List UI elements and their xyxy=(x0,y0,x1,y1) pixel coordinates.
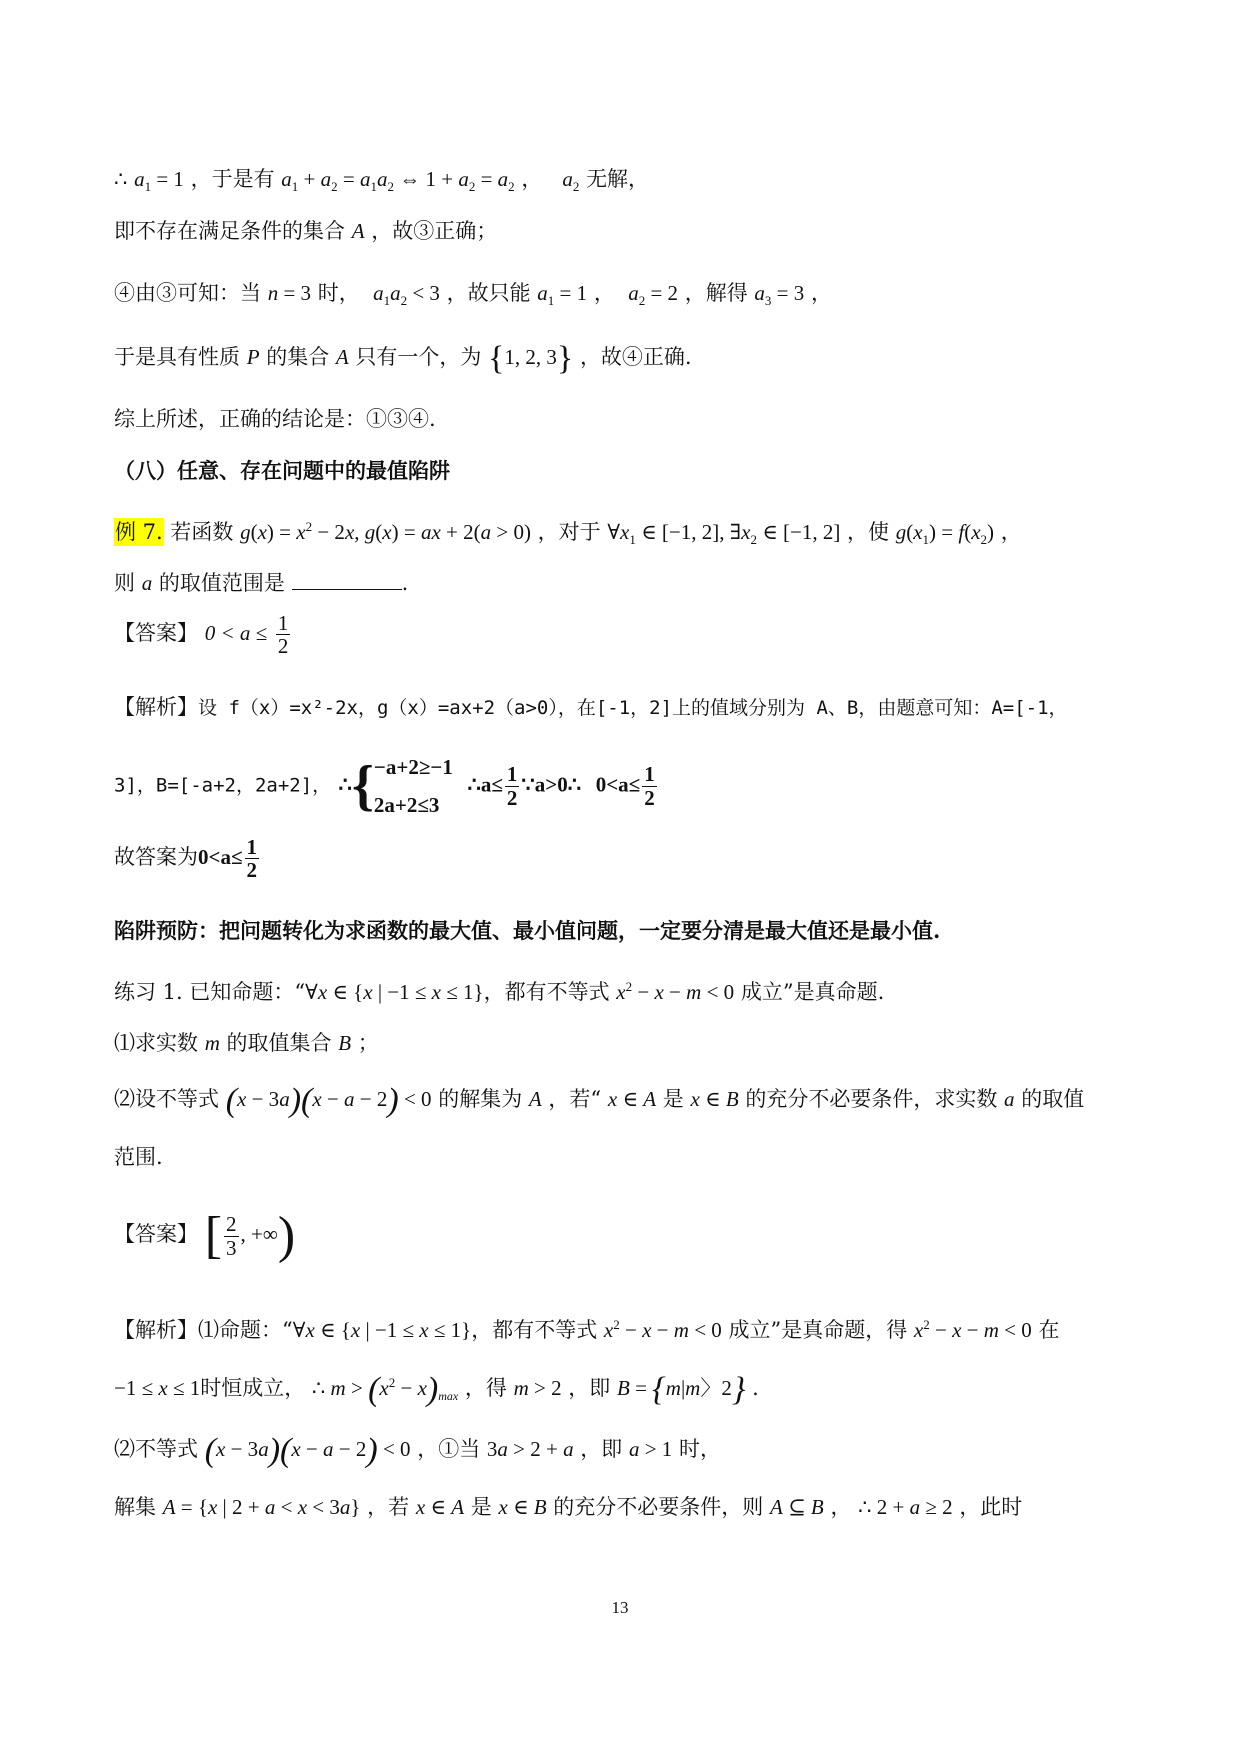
math-subset: A ⊆ B xyxy=(769,1495,824,1519)
math-a1-eq: $a_1 = 1$ xyxy=(537,281,588,309)
text: ，①当 xyxy=(417,1437,481,1461)
answer-label: 【答案】 xyxy=(114,1221,198,1246)
math-product: (x − 3a)(x − a − 2) < 0 xyxy=(204,1432,411,1470)
math-a3-eq: $a_3 = 3$ xyxy=(754,281,805,309)
math-a: a xyxy=(141,571,153,595)
text: ，都有不等式 xyxy=(471,1318,598,1342)
text: 的取值范围是 xyxy=(158,571,285,595)
math-a-gt-1: a > 1 xyxy=(628,1437,673,1461)
math-max: ∴ $m > (x^2 - x)_{max}$ xyxy=(311,1371,459,1409)
math-a2-eq: $a_2 = 2$ xyxy=(628,281,679,309)
text: ，若“ xyxy=(548,1087,602,1111)
analysis-2-line-2 xyxy=(114,1366,759,1413)
example-7-line-1 xyxy=(114,510,1022,557)
text: ，都有不等式 xyxy=(483,980,610,1004)
text: 时恒成立， xyxy=(200,1376,306,1400)
answer-blank xyxy=(292,569,402,590)
exercise-1-q2-line-1 xyxy=(114,1082,1084,1118)
text: . xyxy=(752,1376,759,1400)
text: 是 xyxy=(662,1087,684,1111)
text: ，故只能 xyxy=(446,281,531,305)
fraction-half: $\frac{1}{2}$ xyxy=(246,835,257,883)
trap-text: 陷阱预防：把问题转化为求函数的最大值、最小值问题，一定要分清是最大值还是最小值. xyxy=(114,918,941,943)
text: ，解得 xyxy=(684,281,748,305)
math-case: 3a > 2 + a xyxy=(486,1437,574,1461)
text: 的充分不必要条件，则 xyxy=(553,1495,764,1519)
text: 是 xyxy=(470,1495,492,1519)
text: 在 xyxy=(1038,1318,1060,1342)
analysis-1-line-2 xyxy=(114,748,659,824)
math-forall: ∀x ∈ {x | −1 ≤ x ≤ 1} xyxy=(292,1318,472,1342)
math-x-in-a: x ∈ A xyxy=(607,1087,657,1111)
text: ； xyxy=(357,1031,379,1055)
page-number: 13 xyxy=(611,1598,629,1617)
text: ，得 xyxy=(464,1376,507,1400)
answer-1 xyxy=(114,612,292,657)
analysis-label: 【解析】 xyxy=(114,1318,198,1342)
text: ，即 xyxy=(580,1437,623,1461)
brace: { xyxy=(351,755,374,817)
text: 的解集为 xyxy=(438,1087,523,1111)
text: 无解， xyxy=(586,167,650,191)
text: ， xyxy=(1000,520,1022,544)
section-title: （八）任意、存在问题中的最值陷阱 xyxy=(114,458,450,483)
math-inequality: $x^2 - x - m < 0$ xyxy=(913,1317,1032,1342)
text: ，若 xyxy=(367,1495,410,1519)
trap-prevention xyxy=(114,914,940,948)
math-b: B xyxy=(338,1031,352,1055)
math-set-a: A xyxy=(351,219,365,243)
text: 即不存在满足条件的集合 xyxy=(114,219,345,243)
math-inequality: $x^2 - x - m < 0$ xyxy=(616,979,735,1004)
math-forall: ∀x ∈ {x | −1 ≤ x ≤ 1} xyxy=(305,980,484,1004)
text: ⑴命题：“ xyxy=(198,1318,293,1342)
math-n3: n = 3 xyxy=(267,281,312,305)
exercise-1-q2-line-2 xyxy=(114,1140,163,1174)
text: 于是具有性质 xyxy=(114,345,240,369)
text: ④由③可知：当 xyxy=(114,281,261,305)
example-7-line-2 xyxy=(114,566,408,600)
math-a: A xyxy=(528,1087,542,1111)
math-solution-set: A = {x | 2 + a < x < 3a} xyxy=(162,1495,361,1519)
answer-label: 【答案】 xyxy=(114,621,198,646)
section-heading xyxy=(114,454,450,488)
final-text: 故答案为 xyxy=(114,845,198,870)
analysis-1-line-1 xyxy=(114,690,1068,725)
answer-interval: [ $\frac{2}{3}$ , +∞) xyxy=(204,1207,296,1264)
math-product: (x − 3a)(x − a − 2) < 0 xyxy=(225,1082,432,1120)
math-x-in-a: x ∈ A xyxy=(415,1495,465,1519)
text: ，对于 xyxy=(537,520,601,544)
exercise-1-q1 xyxy=(114,1026,379,1060)
text: 解集 xyxy=(114,1495,156,1519)
text: 的取值集合 xyxy=(226,1031,332,1055)
conclusion-c: 0<a≤ xyxy=(595,772,641,797)
text: ， xyxy=(810,281,832,305)
math-a1a2: $a_1a_2 < 3$ xyxy=(373,281,440,309)
text: ， xyxy=(593,281,615,305)
text: ⑵不等式 xyxy=(114,1437,198,1461)
math-x-in-b: x ∈ B xyxy=(690,1087,739,1111)
line-5 xyxy=(114,402,436,436)
text: ， xyxy=(830,1495,852,1519)
text: 成立”是真命题，得 xyxy=(728,1318,908,1342)
inequality-1: −a+2≥−1 xyxy=(373,755,453,779)
math-set-b: B = {m|m〉2} xyxy=(616,1371,746,1409)
math-functions: $g(x) = x^2 - 2x$, g(x) = ax + 2(a > 0) xyxy=(240,519,531,544)
math-a1: $a_1 = 1$ xyxy=(134,167,184,195)
fraction-half: $\frac{1}{2}$ xyxy=(506,762,518,810)
math-range: −1 ≤ x ≤ 1 xyxy=(114,1376,201,1400)
text: 成立”是真命题. xyxy=(740,980,885,1004)
text: ，故④正确. xyxy=(579,345,692,369)
text: 的取值 xyxy=(1021,1087,1085,1111)
text: ，此时 xyxy=(959,1495,1023,1519)
final-expr: 0<a≤ xyxy=(198,845,243,870)
analysis-label: 【解析】 xyxy=(114,695,198,719)
math-equality: $g(x_1) = f(x_2)$ xyxy=(895,520,995,548)
math-quantifiers: $\forall x_1$ ∈ [−1, 2], $\exists x_2$ ∈ [−1, 2] xyxy=(607,520,841,548)
math-a2: $a_2$ xyxy=(562,167,580,195)
answer-2 xyxy=(114,1207,296,1264)
math-a: A xyxy=(335,345,349,369)
line-3 xyxy=(114,276,832,318)
text: 的集合 xyxy=(266,345,330,369)
answer-expr: 0 < a ≤ xyxy=(204,621,268,646)
analysis-2-line-1 xyxy=(114,1308,1059,1347)
fraction-half: $\frac{1}{2}$ xyxy=(277,611,289,659)
math-a: a xyxy=(1004,1087,1015,1111)
math-sum: $a_1 + a_2 = a_1a_2$ ⇔ $1 + a_2 = a_2$ xyxy=(281,167,515,195)
line-4 xyxy=(114,340,692,376)
text: ，使 xyxy=(847,520,890,544)
math-p: P xyxy=(246,345,260,369)
summary-text: 综上所述，正确的结论是：①③④. xyxy=(114,407,436,431)
text: 练习 1. 已知命题：“ xyxy=(114,980,306,1004)
inequality-system xyxy=(374,748,453,824)
math-m-gt-2: m > 2 xyxy=(513,1376,562,1400)
inequality-2: 2a+2≤3 xyxy=(373,793,440,817)
conclusion-a: ∴a≤ xyxy=(467,772,503,797)
math-x-in-b: x ∈ B xyxy=(498,1495,547,1519)
text: 时， xyxy=(679,1437,721,1461)
math-conclusion: ∴ 2 + a ≥ 2 xyxy=(858,1495,953,1519)
text: 则 xyxy=(114,571,135,595)
text: ⑴求实数 xyxy=(114,1031,198,1055)
text: ，即 xyxy=(568,1376,611,1400)
example-label: 例 7. xyxy=(115,520,163,544)
text: . xyxy=(401,571,409,595)
analysis-2-line-3 xyxy=(114,1432,721,1468)
line-2 xyxy=(114,214,497,248)
therefore-symbol: ∴ xyxy=(114,167,128,191)
text: 只有一个，为 xyxy=(355,345,482,369)
text: ，于是有 xyxy=(190,167,275,191)
text: 的充分不必要条件，求实数 xyxy=(745,1087,998,1111)
analysis-text: 设 f（x）=x²-2x，g（x）=ax+2（a>0），在[-1，2]上的值域分别为 A、B，由题意可知：A=[-1， xyxy=(198,697,1068,719)
text: ⑵设不等式 xyxy=(114,1087,219,1111)
math-set-123: {1, 2, 3} xyxy=(488,340,574,378)
text: 时， xyxy=(317,281,360,305)
fraction-half: $\frac{1}{2}$ xyxy=(644,762,655,810)
analysis-2-line-4 xyxy=(114,1490,1022,1524)
text: 若函数 xyxy=(170,520,234,544)
text: ，故③正确； xyxy=(371,219,498,243)
conclusion-b: ∵a>0∴ xyxy=(521,772,582,797)
math-inequality: $x^2 - x - m < 0$ xyxy=(603,1317,722,1342)
therefore-symbol: ∴ xyxy=(338,772,352,797)
text: ， xyxy=(521,167,543,191)
math-m: m xyxy=(204,1031,220,1055)
analysis-text-2: 3]，B=[-a+2，2a+2]， xyxy=(114,774,332,797)
text: 范围. xyxy=(114,1145,163,1169)
fraction-two-thirds: $\frac{2}{3}$ xyxy=(226,1212,237,1260)
final-answer xyxy=(114,836,261,881)
exercise-1-line-1 xyxy=(114,970,884,1009)
line-1 xyxy=(114,162,649,204)
